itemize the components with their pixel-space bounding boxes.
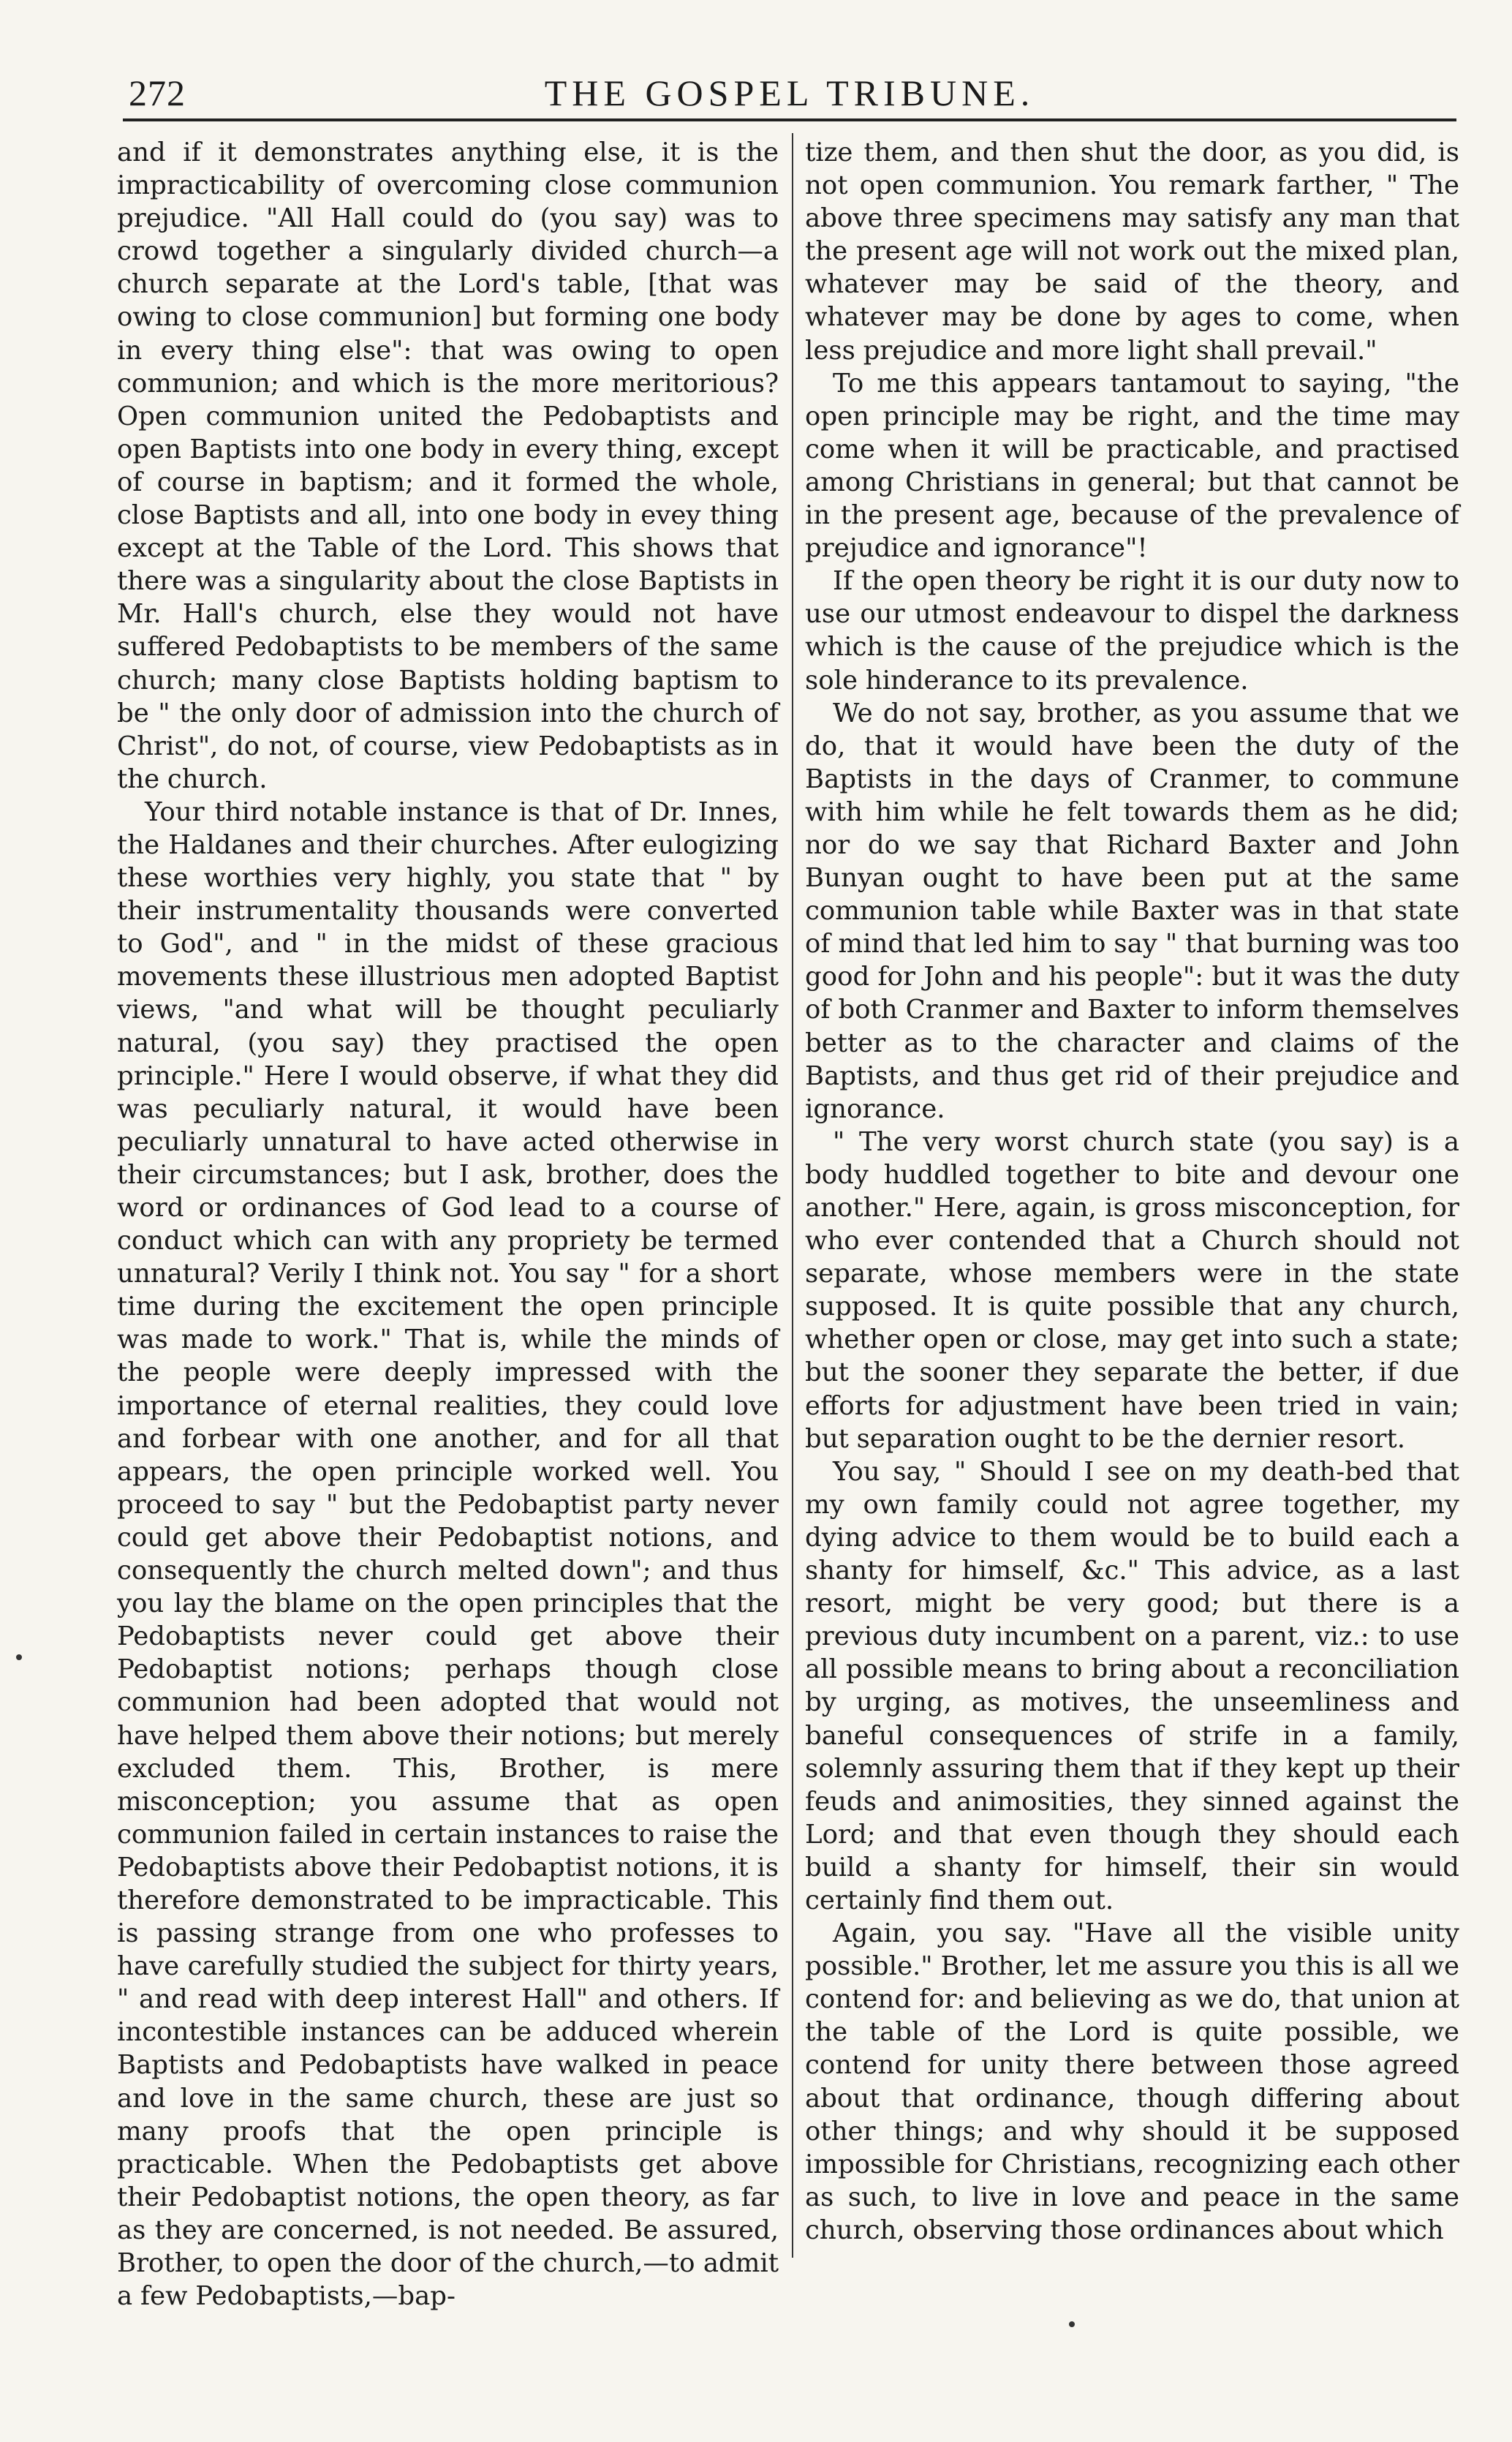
right-column	[805, 136, 1459, 2261]
paragraph: Your third notable instance is that of Dr. Innes, the Haldanes and their churches. After eulogizing these worthies very highly, you state that " by their instrumentality thousands were converted to God", and " in the midst of these gracious movements these illustrious men adopted Baptist views, "and what will be thought peculiarly natural, (you say) they practised the open principle." Here I would observe, if what they did was peculiarly natural, it would have been peculiarly unnatural to have acted otherwise in their circumstances; but I ask, brother, does the word or ordinances of God lead to a course of conduct which can with any propriety be termed unnatural? Verily I think not. You say " for a short time during the excitement the open principle was made to work." That is, while the minds of the people were deeply impressed with the importance of eternal realities, they could love and forbear with one another, and for all that appears, the open principle worked well. You proceed to say " but the Pedobaptist party never could get above their Pedobaptist notions, and consequently the church melted down"; and thus you lay the blame on the open principles that the Pedobaptists never could get above their Pedobaptist notions; perhaps though close communion had been adopted that would not have helped them above their notions; but merely excluded them. This, Brother, is mere misconception; you assume that as open communion failed in certain instances to raise the Pedobaptists above their Pedobaptist notions, it is therefore demonstrated to be impracticable. This is passing strange from one who professes to have carefully studied the subject for thirty years, " and read with deep interest Hall" and others. If incontestible instances can be adduced wherein Baptists and Pedobaptists have walked in peace and love in the same church, these are just so many proofs that the open principle is practicable. When the Pedobaptists get above their Pedobaptist notions, the open theory, as far as they are concerned, is not needed. Be assured, Brother, to open the door of the church,—to admit a few Pedobaptists,—bap-	[117, 796, 779, 2312]
header-rule	[123, 118, 1456, 121]
paragraph: " The very worst church state (you say) is a body huddled together to bite and devour one another." Here, again, is gross misconception, for who ever contended that a Church should not separate, whose members were in the state supposed. It is quite possible that any church, whether open or close, may get into such a state; but the sooner they separate the better, if due efforts for adjustment have been tried in vain; but separation ought to be the dernier resort.	[805, 1126, 1459, 1454]
paragraph: Again, you say. "Have all the visible unity possible." Brother, let me assure you this is all we contend for: and believing as we do, that union at the table of the Lord is quite possible, we contend for unity there between those agreed about that ordinance, though differing about other things; and why should it be supposed impossible for Christians, recognizing each other as such, to live in love and peace in the same church, observing those ordinances about which	[805, 1918, 1459, 2245]
paragraph: We do not say, brother, as you assume that we do, that it would have been the duty of the Baptists in the days of Cranmer, to commune with him while he felt towards them as he did; nor do we say that Richard Baxter and John Bunyan ought to have been put at the same communion table while Baxter was in that state of mind that led him to say " that burning was too good for John and his people": but it was the duty of both Cranmer and Baxter to inform themselves better as to the character and claims of the Baptists, and thus get rid of their prejudice and ignorance.	[805, 698, 1459, 1124]
paragraph: and if it demonstrates anything else, it is the impracticability of overcoming close communion prejudice. "All Hall could do (you say) was to crowd together a singularly divided church—a church separate at the Lord's table, [that was owing to close communion] but forming one body in every thing else": that was owing to open communion; and which is the more meritorious? Open communion united the Pedobaptists and open Baptists into one body in every thing, except of course in baptism; and it formed the whole, close Baptists and all, into one body in evey thing except at the Table of the Lord. This shows that there was a singularity about the close Baptists in Mr. Hall's church, else they would not have suffered Pedobaptists to be members of the same church; many close Baptists holding baptism to be " the only door of admission into the church of Christ", do not, of course, view Pedobaptists as in the church.	[117, 137, 779, 794]
paragraph: To me this appears tantamout to saying, "the open principle may be right, and the time may come when it will be practicable, and practised among Christians in general; but that cannot be in the present age, because of the prevalence of prejudice and ignorance"!	[805, 368, 1459, 564]
column-divider	[792, 133, 793, 2258]
paragraph: You say, " Should I see on my death-bed that my own family could not agree together, my dying advice to them would be to build each a shanty for himself, &c." This advice, as a last resort, might be very good; but there is a previous duty incumbent on a parent, viz.: to use all possible means to bring about a reconciliation by urging, as motives, the unseemliness and baneful consequences of strife in a family, solemnly assuring them that if they kept up their feuds and animosities, they sinned against the Lord; and that even though they should each build a shanty for himself, their sin would certainly find them out.	[805, 1456, 1459, 1915]
page-header	[124, 64, 1455, 116]
left-column	[117, 136, 779, 2312]
paragraph: tize them, and then shut the door, as you did, is not open communion. You remark farther, " The above three specimens may satisfy any man that the present age will not work out the mixed plan, whatever may be said of the theory, and whatever may be done by ages to come, when less prejudice and more light shall prevail."	[805, 137, 1459, 366]
ink-speck	[16, 1654, 22, 1660]
ink-speck	[1069, 2321, 1075, 2327]
running-title: THE GOSPEL TRIBUNE.	[544, 72, 1035, 113]
page-number: 272	[129, 72, 186, 113]
paragraph: If the open theory be right it is our duty now to use our utmost endeavour to dispel the darkness which is the cause of the prejudice which is the sole hinderance to its prevalence.	[805, 566, 1459, 696]
